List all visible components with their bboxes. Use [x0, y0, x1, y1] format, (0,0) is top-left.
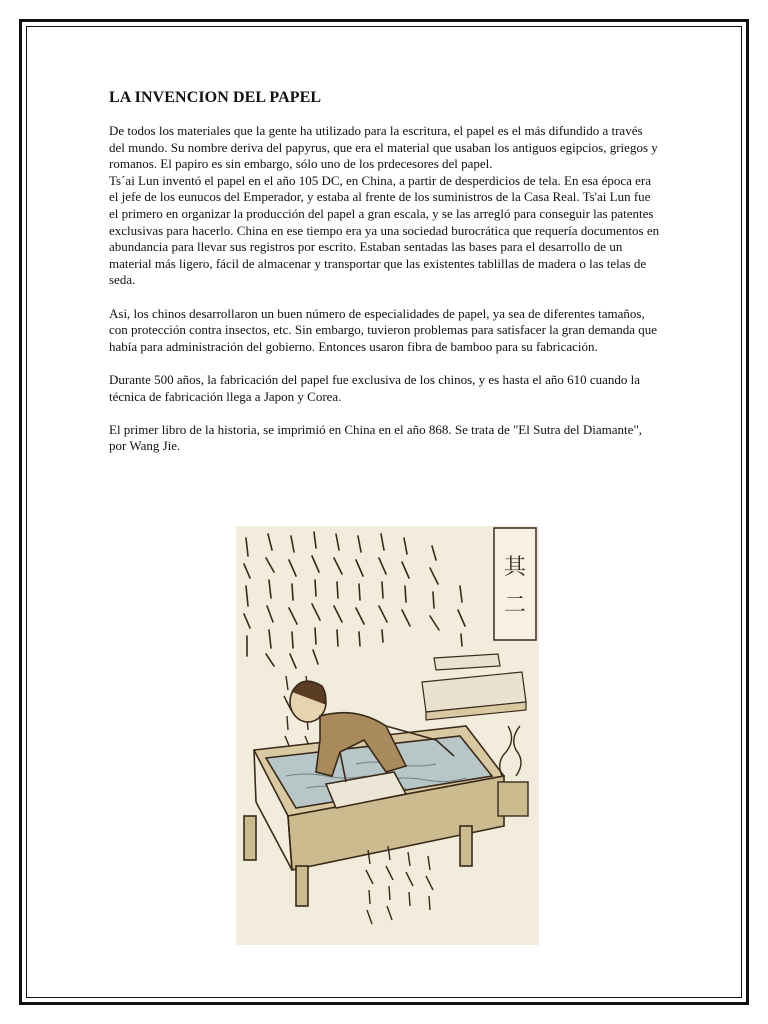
illustration-drawing	[236, 526, 539, 945]
paragraph-4: Durante 500 años, la fabricación del papel fue exclusiva de los chinos, y es hasta el año 610 cuando la técnica de fabricación llega a Japon y Corea.	[109, 371, 641, 404]
paragraph-2: Ts´ai Lun inventó el papel en el año 105 DC, en China, a partir de desperdicios de tela. En esa época era el jefe de los eunucos del Emperador, y estaba al frente de los suministros de la Casa Real. Ts'ai Lun fue el primero en organizar la producción del papel a gran escala, y se las arregló para conseguir las patentes exclusivas para hacerlo. China en ese tiempo era ya una sociedad burocrática que requería documentos en abundancia para llevar sus registros por escrito. Estaban sentadas las bases para el desarrollo de un material más ligero, fácil de almacenar y transportar que las existentes tablillas de madera o las telas de seda.	[109, 172, 660, 288]
paragraph-5: El primer libro de la historia, se imprimió en China en el año 868. Se trata de "El Sutra del Diamante", por Wang Jie.	[109, 421, 642, 454]
papermaking-woodblock-illustration	[236, 526, 539, 945]
paragraph-3: Asi, los chinos desarrollaron un buen número de especialidades de papel, ya sea de diferentes tamaños, con protección contra insectos, etc. Sin embargo, tuvieron problemas para satisfacer la gran demanda que había para administración del gobierno. Entonces usaron fibra de bamboo para su fabricación.	[109, 305, 658, 354]
document-body	[109, 88, 661, 471]
paragraph-1: De todos los materiales que la gente ha utilizado para la escritura, el papel es el más difundido a través del mundo. Su nombre deriva del papyrus, que era el material que usaban los antiguos egipcios, griegos y romanos. El papiro es sin embargo, sólo uno de los prdecesores del papel.	[109, 123, 658, 172]
heading-glyph-1: 其	[503, 555, 527, 580]
document-title: LA INVENCION DEL PAPEL	[109, 89, 322, 106]
heading-glyph-2: 二	[503, 593, 527, 618]
